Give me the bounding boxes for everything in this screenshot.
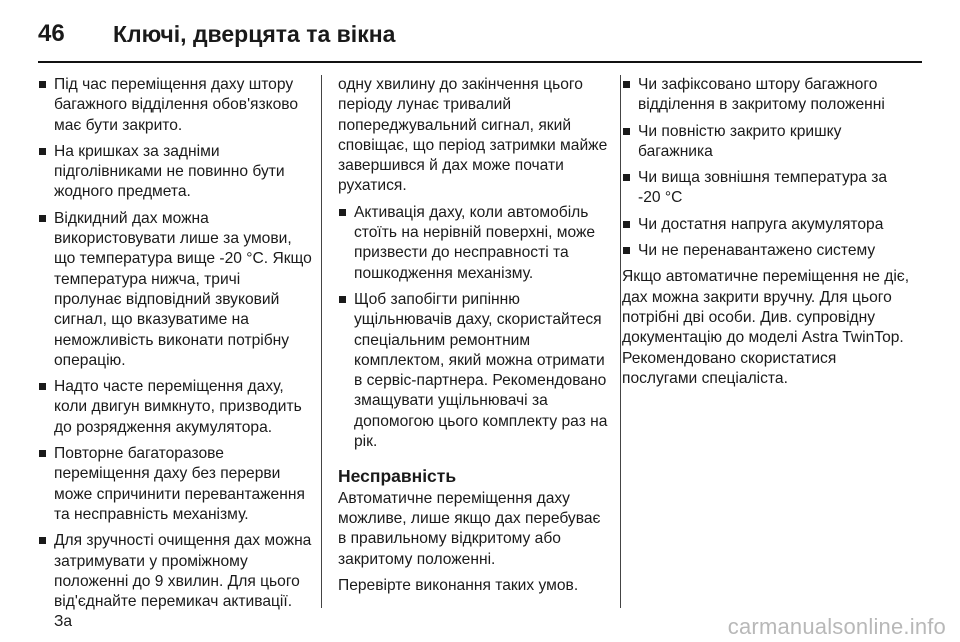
page-number: 46 <box>38 20 65 47</box>
bullet-item: Чи не перенавантажено систему <box>622 241 912 261</box>
column-left <box>38 75 312 639</box>
bullet-item: Відкидний дах можна використовувати лише за умови, що температура вище -20 °C. Якщо температура нижча, тричі пролунає відповідний звуковий сигнал, що вказуватиме на неможливість виконати потрібну операцію. <box>38 209 312 371</box>
bullet-item: Для зручності очищення дах можна затримувати у проміжному положенні до 9 хвилин. Для цього від'єднайте перемикач активації. За <box>38 531 312 632</box>
bullet-item: На кришках за задніми підголівниками не повинно бути жодного предмета. <box>38 142 312 203</box>
bullet-item: Щоб запобігти рипінню ущільнювачів даху, скористайтеся спеціальним ремонтним комплектом, який можна отримати в сервіс-партнера. Рекомендовано змащувати ущільнювачі за допомогою цього комплекту раз на рік. <box>338 290 612 452</box>
watermark: carmanualsonline.info <box>727 614 946 639</box>
column-right <box>622 75 912 395</box>
bullet-item: Чи достатня напруга акумулятора <box>622 215 912 235</box>
paragraph: Автоматичне переміщення даху можливе, лише якщо дах перебуває в правильному відкритому або закритому положенні. <box>338 489 601 568</box>
header-rule <box>38 61 922 63</box>
page-header <box>38 14 395 54</box>
bullet-item: Чи вища зовнішня температура за -20 °C <box>622 168 912 209</box>
bullet-item: Чи зафіксовано штору багажного відділення в закритому положенні <box>622 75 912 116</box>
column-divider-2 <box>620 75 621 608</box>
bullet-item: Повторне багаторазове переміщення даху без перерви може спричинити перевантаження та несправність механізму. <box>38 444 312 525</box>
column-divider-1 <box>321 75 322 608</box>
bullet-item: Активація даху, коли автомобіль стоїть на нерівній поверхні, може призвести до несправності та пошкодження механізму. <box>338 203 612 284</box>
bullet-item: Надто часте переміщення даху, коли двигун вимкнуто, призводить до розрядження акумулятора. <box>38 377 312 438</box>
page-title: Ключі, дверцята та вікна <box>113 20 396 47</box>
column-middle <box>338 75 612 602</box>
paragraph: Якщо автоматичне переміщення не діє, дах можна закрити вручну. Для цього потрібні дві особи. Див. супровідну документацію до моделі Astra TwinTop. Рекомендовано скористатися послугами спеціаліста. <box>622 268 910 387</box>
paragraph: Перевірте виконання таких умов. <box>338 576 579 594</box>
bullet-item: Чи повністю закрито кришку багажника <box>622 122 912 163</box>
bullet-item: Під час переміщення даху штору багажного відділення обов'язково має бути закрито. <box>38 75 312 136</box>
section-heading: Несправність <box>338 466 457 487</box>
paragraph: одну хвилину до закінчення цього періоду лунає тривалий попереджувальний сигнал, який сповіщає, що період затримки майже завершився й дах може почати рухатися. <box>338 76 608 195</box>
